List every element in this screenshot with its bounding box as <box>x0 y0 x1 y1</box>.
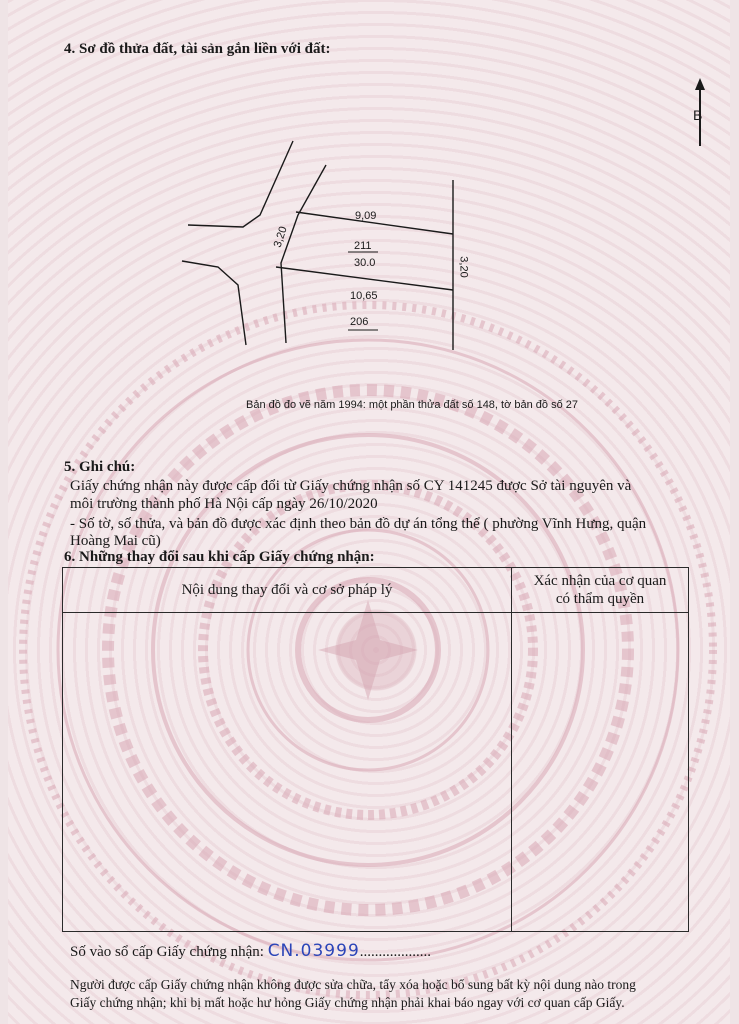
note-line: - Số tờ, số thửa, và bản đồ được xác định theo bản đồ dự án tổng thể ( phường Vĩnh Hưng, quận <box>70 516 647 532</box>
section4-heading: 4. Sơ đồ thửa đất, tài sản gắn liền với đất: <box>64 41 331 57</box>
changes-col1-label: Nội dung thay đổi và cơ sở pháp lý <box>181 581 393 598</box>
registry-label: Số vào sổ cấp Giấy chứng nhận: <box>70 944 264 960</box>
changes-col2-label-line1: Xác nhận của cơ quan <box>533 573 667 589</box>
north-label: B <box>693 107 703 123</box>
section6-heading: 6. Những thay đổi sau khi cấp Giấy chứng nhận: <box>64 549 375 565</box>
parcel-area: 30.0 <box>354 257 376 269</box>
plot-bottom-width: 10,65 <box>350 290 378 302</box>
registry-number: CN.03999 <box>267 941 360 961</box>
footer-line: Giấy chứng nhận; khi bị mất hoặc hư hỏng Giấy chứng nhận phải khai báo ngay với cơ quan cấp Giấy. <box>70 995 625 1010</box>
changes-table <box>62 567 689 932</box>
footer-notice <box>70 976 636 1012</box>
changes-confirmation-cell <box>512 613 689 932</box>
note-line: môi trường thành phố Hà Nội cấp ngày 26/10/2020 <box>70 496 378 512</box>
plot-left-side: 3,20 <box>271 224 290 250</box>
footer-line: Người được cấp Giấy chứng nhận không được sửa chữa, tẩy xóa hoặc bổ sung bất kỳ nội dung nào trong <box>70 977 636 992</box>
note-line: Giấy chứng nhận này được cấp đổi từ Giấy chứng nhận số CY 141245 được Sở tài nguyên và <box>70 478 632 494</box>
plot-top-width: 9,09 <box>355 210 377 222</box>
changes-content-cell <box>63 613 512 932</box>
registry-line <box>70 941 431 961</box>
section5-heading: 5. Ghi chú: <box>64 459 136 475</box>
changes-col2-header <box>512 568 689 613</box>
note-line: Hoàng Mai cũ) <box>70 533 161 549</box>
plot-right-side: 3,20 <box>457 256 470 278</box>
plot-map <box>168 135 488 355</box>
neighbor-parcel: 206 <box>350 316 369 328</box>
registry-dots: ................... <box>359 944 432 960</box>
changes-col1-header <box>63 568 512 613</box>
certificate-page <box>8 0 730 1024</box>
changes-col2-label-line2: có thẩm quyền <box>555 591 645 607</box>
map-caption: Bản đồ đo vẽ năm 1994: một phần thửa đất số 148, tờ bản đồ số 27 <box>246 399 578 411</box>
parcel-number: 211 <box>354 240 372 252</box>
